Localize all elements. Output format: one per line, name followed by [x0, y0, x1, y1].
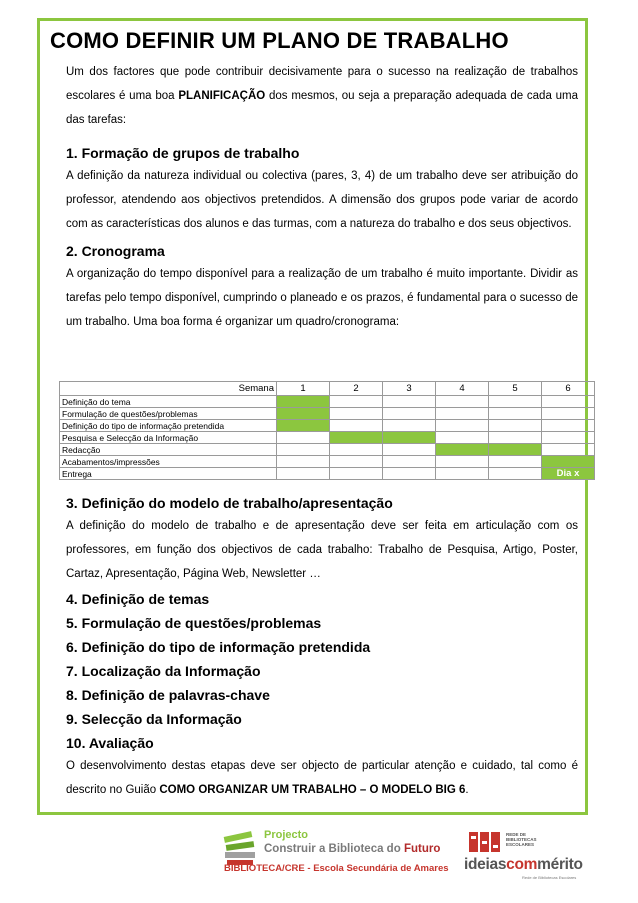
schedule-cell-empty: [383, 468, 436, 480]
main-content: [66, 60, 578, 334]
project-name: [264, 843, 440, 855]
schedule-cell-filled: [542, 456, 595, 468]
schedule-cell-empty: [383, 456, 436, 468]
ideias-com-merito-logo: [464, 856, 583, 874]
secondary-content: [66, 492, 578, 802]
schedule-cell-empty: [436, 408, 489, 420]
step-item: 7. Localização da Informação: [66, 663, 261, 679]
schedule-cell-empty: [436, 456, 489, 468]
schedule-cell-empty: [542, 420, 595, 432]
schedule-row: [60, 468, 595, 480]
section-text-3: A definição do modelo de trabalho e de apresentação deve ser feita em articulação com os professores, em função dos objectivos de cada trabalho: Trabalho de Pesquisa, Artigo, Poster, Cartaz, Apresentação, Página Web, Newsletter …: [66, 520, 578, 580]
week-header: 5: [489, 382, 542, 396]
schedule-cell-empty: [542, 396, 595, 408]
schedule-cell-empty: [330, 456, 383, 468]
schedule-cell-empty: [436, 396, 489, 408]
schedule-task-label: Acabamentos/impressões: [60, 456, 277, 468]
section-text-2: A organização do tempo disponível para a realização de um trabalho é muito importante. Dividir as tarefas pelo tempo disponível, cumprindo o planeado e os prazos, é fundamental para o sucesso de um trabalho. Uma boa forma é organizar um quadro/cronograma:: [66, 268, 578, 328]
schedule-cell-empty: [277, 456, 330, 468]
section-heading-2: 2. Cronograma: [66, 243, 165, 259]
schedule-cell-empty: [383, 408, 436, 420]
section-heading-1: 1. Formação de grupos de trabalho: [66, 145, 300, 161]
schedule-cell-filled: [277, 420, 330, 432]
step-item: 9. Selecção da Informação: [66, 711, 242, 727]
footer-logos: [222, 827, 602, 882]
week-header: 6: [542, 382, 595, 396]
merito-word: mérito: [537, 856, 583, 873]
schedule-cell-empty: [542, 444, 595, 456]
com-word: com: [506, 856, 538, 873]
project-name-highlight: Futuro: [403, 843, 441, 855]
schedule-cell-empty: [277, 468, 330, 480]
project-label: Projecto: [264, 829, 309, 841]
project-name-text: Construir a Biblioteca do: [264, 843, 404, 855]
closing-text-end: .: [465, 784, 469, 796]
step-item: 8. Definição de palavras-chave: [66, 687, 270, 703]
schedule-cell-empty: [383, 396, 436, 408]
schedule-cell-empty: [489, 456, 542, 468]
schedule-task-label: Entrega: [60, 468, 277, 480]
week-header: 3: [383, 382, 436, 396]
section-text-1: A definição da natureza individual ou colectiva (pares, 3, 4) de um trabalho deve ser atribuição do professor, atendendo aos objectivos pretendidos. A dimensão dos grupos pode variar de acordo com as características dos alunos e das turmas, com a natureza do trabalho e dos seus objectivos.: [66, 170, 578, 230]
schedule-row: [60, 396, 595, 408]
closing-paragraph: [66, 754, 578, 802]
schedule-task-label: Definição do tema: [60, 396, 277, 408]
intro-text-end: dos mesmos, ou seja a preparação adequada de cada uma das tarefas:: [66, 90, 579, 126]
schedule-cell-empty: [489, 432, 542, 444]
week-header: 2: [330, 382, 383, 396]
schedule-cell-filled: [277, 396, 330, 408]
schedule-cell-filled: [330, 432, 383, 444]
closing-text: O desenvolvimento destas etapas deve ser objecto de particular atenção e cuidado, tal como é descrito no Guião: [66, 760, 578, 796]
schedule-header-row: [60, 382, 595, 396]
schedule-cell-empty: [436, 432, 489, 444]
schedule-cell-empty: [330, 408, 383, 420]
intro-paragraph: [66, 60, 578, 132]
step-item: 6. Definição do tipo de informação pretendida: [66, 639, 371, 655]
schedule-header-label: Semana: [60, 382, 277, 396]
schedule-cell-empty: [489, 396, 542, 408]
schedule-cell-empty: [277, 432, 330, 444]
schedule-cell-empty: [542, 408, 595, 420]
schedule-task-label: Definição do tipo de informação pretendida: [60, 420, 277, 432]
ideias-word: ideias: [464, 856, 507, 873]
schedule-cell-empty: [383, 420, 436, 432]
schedule-cell-empty: [330, 396, 383, 408]
rbe-logo-icon: [469, 832, 503, 852]
schedule-task-label: Pesquisa e Selecção da Informação: [60, 432, 277, 444]
schedule-table: [59, 381, 595, 480]
schedule-row: [60, 456, 595, 468]
ideias-subtitle: Rede de Bibliotecas Escolares: [522, 875, 577, 880]
schedule-cell-empty: [383, 444, 436, 456]
step-item: 4. Definição de temas: [66, 591, 210, 607]
schedule-cell-filled: [436, 444, 489, 456]
rbe-text: REDE DE BIBLIOTECAS ESCOLARES: [506, 832, 537, 847]
week-header: 4: [436, 382, 489, 396]
page-title: COMO DEFINIR UM PLANO DE TRABALHO: [50, 28, 509, 53]
week-header: 1: [277, 382, 330, 396]
schedule-cell-empty: [436, 420, 489, 432]
step-item: 10. Avaliação: [66, 735, 154, 751]
schedule-deadline-cell: Dia x: [542, 468, 595, 480]
schedule-cell-empty: [489, 420, 542, 432]
schedule-cell-filled: [277, 408, 330, 420]
intro-keyword: PLANIFICAÇÃO: [178, 90, 266, 102]
schedule-row: [60, 408, 595, 420]
schedule-row: [60, 420, 595, 432]
schedule-cell-empty: [330, 420, 383, 432]
schedule-cell-empty: [436, 468, 489, 480]
school-name: BIBLIOTECA/CRE - Escola Secundária de Amares: [224, 863, 449, 874]
schedule-cell-empty: [489, 408, 542, 420]
schedule-cell-empty: [277, 444, 330, 456]
schedule-cell-filled: [489, 444, 542, 456]
step-item: 5. Formulação de questões/problemas: [66, 615, 322, 631]
closing-guide-title: COMO ORGANIZAR UM TRABALHO – O MODELO BIG 6: [159, 784, 466, 796]
schedule-cell-empty: [330, 468, 383, 480]
schedule-cell-empty: [542, 432, 595, 444]
steps-list: [66, 588, 578, 754]
schedule-row: [60, 432, 595, 444]
intro-text: Um dos factores que pode contribuir decisivamente para o sucesso na realização de trabalhos escolares é uma boa: [66, 66, 578, 102]
schedule-cell-empty: [489, 468, 542, 480]
schedule-cell-empty: [330, 444, 383, 456]
schedule-cell-filled: [383, 432, 436, 444]
schedule-row: [60, 444, 595, 456]
section-heading-3: 3. Definição do modelo de trabalho/apresentação: [66, 495, 393, 511]
schedule-task-label: Formulação de questões/problemas: [60, 408, 277, 420]
schedule-task-label: Redacção: [60, 444, 277, 456]
